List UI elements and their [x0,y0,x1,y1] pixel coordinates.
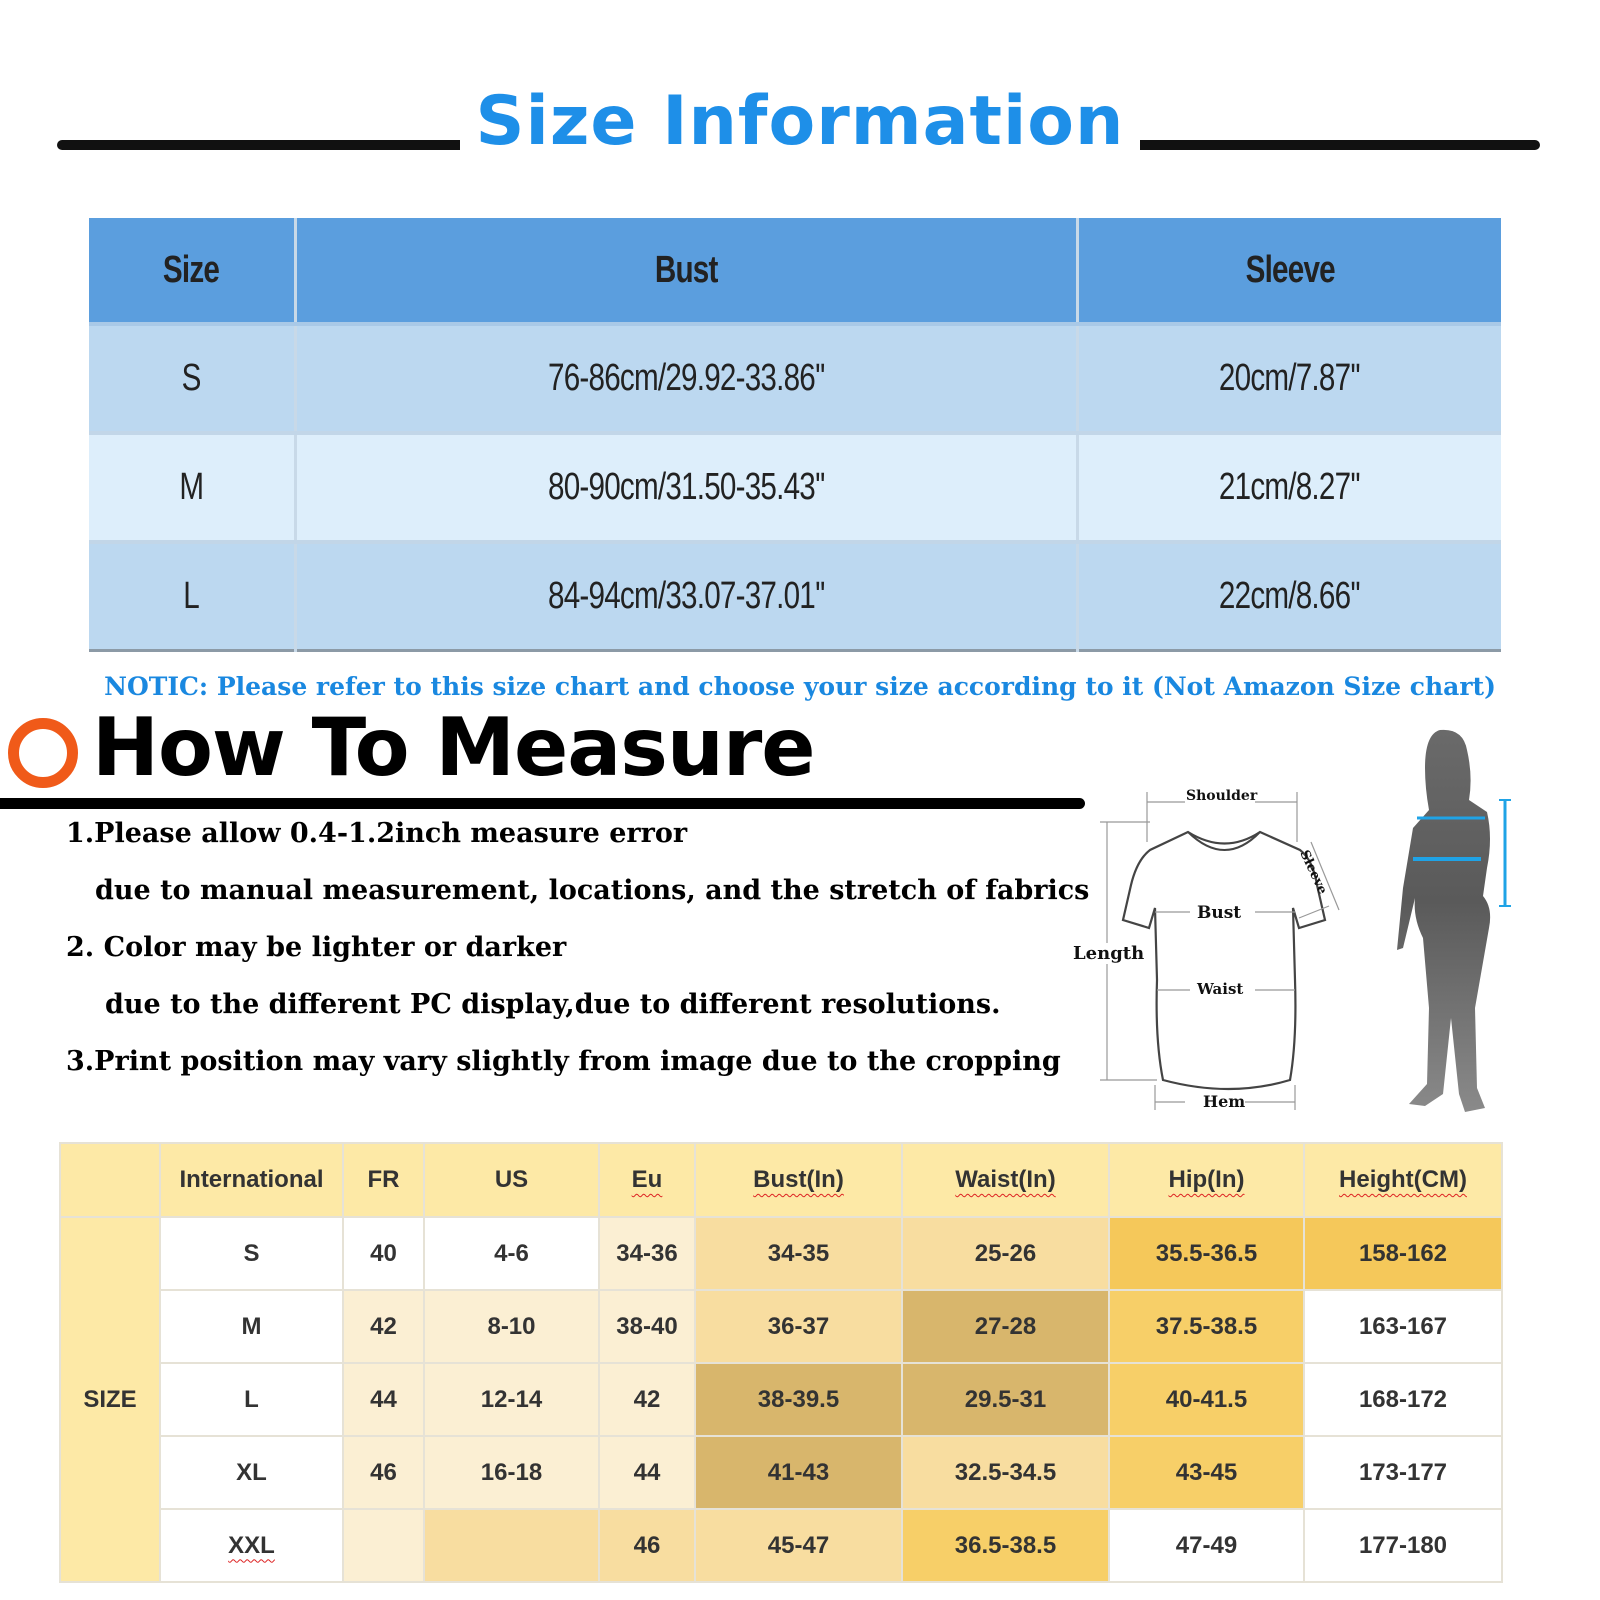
sleeve-col-header: Sleeve [1077,218,1501,324]
waist-in-cell: 27-28 [902,1290,1109,1363]
hip-in-cell: 35.5-36.5 [1109,1217,1304,1290]
size-cell: S [89,324,295,433]
sleeve-cell: 20cm/7.87'' [1077,324,1501,433]
bust-in-cell: 41-43 [695,1436,902,1509]
us-cell [424,1509,599,1582]
bust-in-col-header: Bust(In) [695,1143,902,1217]
hip-in-cell: 43-45 [1109,1436,1304,1509]
waist-label: Waist [1197,980,1244,998]
height-cm-cell: 173-177 [1304,1436,1502,1509]
note-2: 2. Color may be lighter or darker [66,932,567,963]
waist-in-cell: 36.5-38.5 [902,1509,1109,1582]
tshirt-diagram [1073,780,1385,1120]
note-1: 1.Please allow 0.4-1.2inch measure error [66,818,688,849]
fr-cell [343,1509,424,1582]
eu-cell: 34-36 [599,1217,695,1290]
page-title-text: Size Information [460,82,1141,161]
table-row [60,1363,1502,1436]
size-side-label: SIZE [60,1217,160,1582]
intl-cell: XXL [160,1509,343,1582]
sleeve-cell: 22cm/8.66'' [1077,542,1501,651]
body-silhouette-icon [1395,728,1525,1120]
size-cell: L [89,542,295,651]
intl-cell: L [160,1363,343,1436]
note-1-detail: due to manual measurement, locations, and the stretch of fabrics [95,875,1090,906]
size-table-header [89,218,1501,324]
corner-cell [60,1143,160,1217]
measure-title: How To Measure [92,701,815,794]
waist-in-col-header: Waist(In) [902,1143,1109,1217]
fr-col-header: FR [343,1143,424,1217]
fr-cell: 40 [343,1217,424,1290]
intl-cell: S [160,1217,343,1290]
us-cell: 8-10 [424,1290,599,1363]
bust-label: Bust [1197,903,1242,923]
height-cm-cell: 158-162 [1304,1217,1502,1290]
page-title [0,82,1600,161]
bust-cell: 84-94cm/33.07-37.01'' [295,542,1077,651]
note-2-detail: due to the different PC display,due to different resolutions. [105,989,1001,1020]
international-size-table [59,1142,1503,1583]
table-row [60,1509,1502,1582]
length-label: Length [1073,943,1145,964]
us-cell: 12-14 [424,1363,599,1436]
hip-in-cell: 37.5-38.5 [1109,1290,1304,1363]
note-3: 3.Print position may vary slightly from image due to the cropping [66,1046,1061,1077]
waist-in-cell: 25-26 [902,1217,1109,1290]
size-col-header: Size [89,218,295,324]
us-cell: 16-18 [424,1436,599,1509]
fr-cell: 44 [343,1363,424,1436]
hip-in-cell: 40-41.5 [1109,1363,1304,1436]
bust-cell: 80-90cm/31.50-35.43'' [295,433,1077,542]
bust-col-header: Bust [295,218,1077,324]
waist-in-cell: 29.5-31 [902,1363,1109,1436]
table-row [89,324,1501,433]
intl-cell: XL [160,1436,343,1509]
table-row [60,1217,1502,1290]
size-table [89,218,1501,652]
hip-in-col-header: Hip(In) [1109,1143,1304,1217]
waist-in-cell: 32.5-34.5 [902,1436,1109,1509]
table-row [60,1290,1502,1363]
height-cm-cell: 163-167 [1304,1290,1502,1363]
bust-in-cell: 36-37 [695,1290,902,1363]
intl-cell: M [160,1290,343,1363]
bust-in-cell: 34-35 [695,1217,902,1290]
table-row [89,433,1501,542]
eu-cell: 42 [599,1363,695,1436]
us-col-header: US [424,1143,599,1217]
sleeve-cell: 21cm/8.27'' [1077,433,1501,542]
fr-cell: 42 [343,1290,424,1363]
size-cell: M [89,433,295,542]
us-cell: 4-6 [424,1217,599,1290]
height-cm-col-header: Height(CM) [1304,1143,1502,1217]
bust-cell: 76-86cm/29.92-33.86'' [295,324,1077,433]
height-cm-cell: 177-180 [1304,1509,1502,1582]
intl-table-header [60,1143,1502,1217]
eu-cell: 38-40 [599,1290,695,1363]
table-row [89,542,1501,651]
hip-in-cell: 47-49 [1109,1509,1304,1582]
hem-label: Hem [1203,1092,1246,1111]
fr-cell: 46 [343,1436,424,1509]
orange-ring-icon [8,718,78,788]
shoulder-label: Shoulder [1186,788,1258,804]
eu-cell: 44 [599,1436,695,1509]
sleeve-label: Sleeve [1296,848,1330,897]
table-row [60,1436,1502,1509]
international-col-header: International [160,1143,343,1217]
measure-rule [0,798,1085,809]
bust-in-cell: 45-47 [695,1509,902,1582]
size-chart-notice: NOTIC: Please refer to this size chart and choose your size according to it (Not Amazon Size chart) [104,672,1496,701]
height-cm-cell: 168-172 [1304,1363,1502,1436]
bust-in-cell: 38-39.5 [695,1363,902,1436]
eu-cell: 46 [599,1509,695,1582]
eu-col-header: Eu [599,1143,695,1217]
